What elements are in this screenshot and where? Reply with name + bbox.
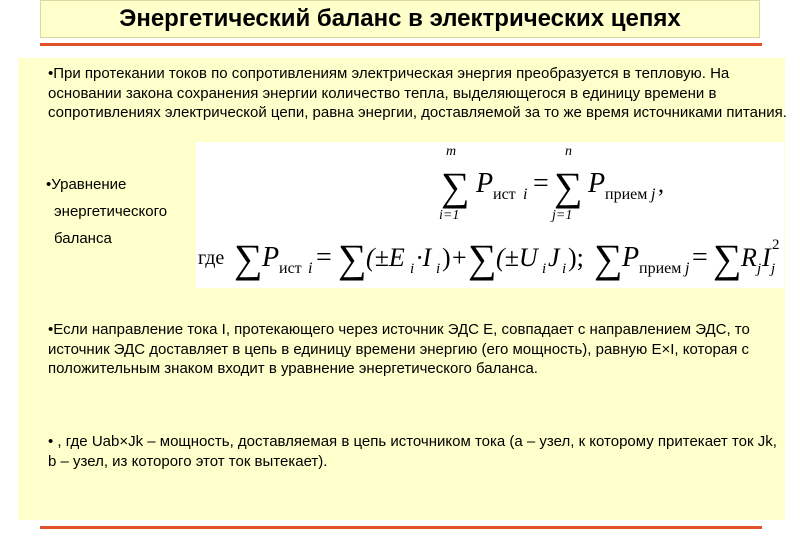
formula-sum-6: ∑ — [594, 236, 623, 281]
formula-sum-4: ∑ — [338, 236, 367, 281]
balance-label-line1: •Уравнение — [46, 176, 127, 193]
formula-sub-src-i-2: i — [308, 260, 313, 277]
paragraph-current-source-power: • , где Uab×Jk – мощность, доставляемая в цепь источником тока (a – узел, к которому притекает ток Jk, b – узел, из которого этот ток вытекает). — [48, 433, 777, 470]
formula-sub-i-j: i — [562, 261, 567, 277]
formula-pm-e: (±E — [366, 243, 405, 272]
formula-eq-3: = — [692, 242, 708, 273]
formula-sub-src-i-1: i — [523, 186, 528, 203]
content-panel — [18, 58, 785, 520]
paragraph-energy-conversion: •При протекании токов по сопротивлениям электрическая энергия преобразуется в тепловую. На основании закона сохранения энергии количество тепла, выделяющегося в единицу времени в сопротивлениях электрической цепи, равна энергии, доставляемой за то же время источниками питания. — [48, 65, 787, 121]
title-box — [40, 0, 760, 38]
formula-p-4: P — [622, 242, 640, 273]
formula-sum-2: ∑ — [554, 164, 583, 209]
formula-sub-j-r: j — [757, 261, 762, 277]
page-title: Энергетический баланс в электрических цепях — [119, 5, 681, 32]
formula-lower-i1: i=1 — [439, 208, 460, 223]
formula-sub-i-u: i — [542, 261, 547, 277]
formula-sum-7: ∑ — [713, 236, 742, 281]
formula-sum-5: ∑ — [468, 236, 497, 281]
formula-plus: + — [452, 243, 467, 272]
formula-pm-u: (±U — [496, 243, 538, 272]
formula-r: R — [741, 243, 757, 272]
formula-sum-1: ∑ — [441, 164, 470, 209]
formula-gde: где — [198, 247, 225, 269]
paragraph-emf-direction: •Если направление тока I, протекающего через источник ЭДС E, совпадает с направлением ЭДС, то источник ЭДС доставляет в цепь в единицу времени энергию (его мощность), равную E×I, которая с положительным знаком входит в уравнение энергетического баланса. — [48, 321, 750, 377]
formula-sub-rcv-2: прием — [639, 260, 682, 277]
formula-dot-i: ·I — [416, 243, 432, 272]
top-divider — [40, 43, 762, 46]
formula-sub-rcv-j-2: j — [685, 260, 690, 277]
formula-sub-i-e: i — [410, 261, 415, 277]
formula-sub-rcv-1: прием — [605, 186, 648, 203]
formula-sub-i-i: i — [436, 261, 441, 277]
formula-i-j: I — [762, 243, 771, 272]
formula-p-3: P — [262, 242, 280, 273]
formula-sub-src-2: ист — [279, 260, 302, 277]
formula-upper-n: n — [565, 144, 572, 159]
formula-eq-2: = — [316, 242, 332, 273]
formula-sub-src-1: ист — [493, 186, 516, 203]
balance-formula — [196, 142, 784, 288]
formula-upper-m: m — [446, 144, 457, 159]
formula-close-1: ) — [442, 243, 451, 272]
formula-sub-rcv-j-1: j — [651, 186, 656, 203]
bottom-divider — [40, 526, 762, 529]
formula-p-1: P — [476, 168, 494, 199]
formula-semicolon: ); — [568, 243, 584, 272]
formula-p-2: P — [588, 168, 606, 199]
paragraph-balance-equation-label — [46, 171, 206, 252]
formula-j: J — [548, 243, 560, 272]
formula-lower-j1: j=1 — [552, 208, 573, 223]
formula-sum-3: ∑ — [234, 236, 263, 281]
formula-sub-j-i: j — [771, 261, 776, 277]
formula-sup-2: 2 — [772, 237, 780, 253]
formula-svg — [196, 142, 784, 288]
balance-label-line3: баланса — [54, 230, 112, 247]
formula-eq-1: = — [533, 168, 549, 199]
formula-comma: , — [658, 172, 664, 198]
balance-label-line2: энергетического — [54, 203, 168, 220]
